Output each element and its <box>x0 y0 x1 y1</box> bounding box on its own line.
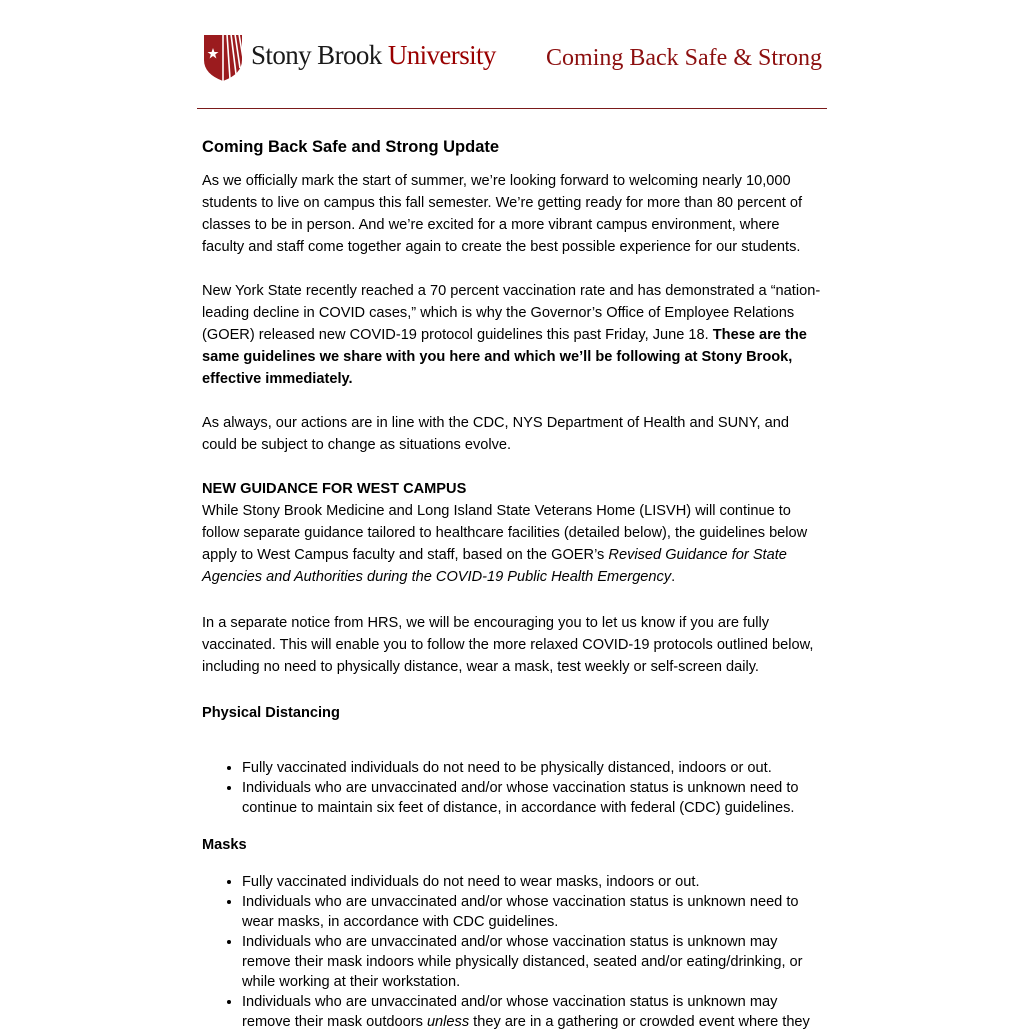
paragraph-nys-text: New York State recently reached a 70 percent vaccination rate and has demonstrated a “nation-leading decline in COVID cases,” which is why the Governor’s Office of Employee Relations (GOER) released new COVID-19 protocol guidelines this past Friday, June 18. <box>202 283 821 343</box>
university-logo[interactable] <box>202 32 496 82</box>
list-item: • Fully vaccinated individuals do not need to be physically distanced, indoors or out. <box>242 758 822 778</box>
article-body <box>197 137 827 1032</box>
list-item-emphasis: unless <box>426 1014 470 1030</box>
list-item: • Individuals who are unvaccinated and/or whose vaccination status is unknown need to wear masks, in accordance with CDC guidelines. <box>242 892 822 932</box>
paragraph-nys-update <box>202 280 822 390</box>
wordmark-university: University <box>387 39 496 70</box>
paragraph-west-campus <box>202 500 822 588</box>
paragraph-hrs-notice: In a separate notice from HRS, we will be encouraging you to let us know if you are fully vaccinated. This will enable you to follow the more relaxed COVID-19 protocols outlined below, including no need to physically distance, wear a mask, test weekly or self-screen daily. <box>202 615 814 675</box>
physical-distancing-list <box>202 758 822 818</box>
west-campus-period: . <box>671 569 676 585</box>
west-campus-text: While Stony Brook Medicine and Long Island State Veterans Home (LISVH) will continue to follow separate guidance tailored to healthcare facilities (detailed below), the guidelines below apply to West Campus faculty and staff, based on the GOER’s <box>202 503 808 563</box>
west-campus-heading: NEW GUIDANCE FOR WEST CAMPUS <box>202 481 467 497</box>
email-page <box>197 0 827 1032</box>
paragraph-compliance: As always, our actions are in line with the CDC, NYS Department of Health and SUNY, and could be subject to change as situations evolve. <box>202 415 790 453</box>
paragraph-nys-emphasis: These are the same guidelines we share with you here and which we’ll be following at Stony Brook, effective immediately. <box>202 327 807 387</box>
shield-star-stripes-icon <box>202 32 244 82</box>
campaign-tagline: Coming Back Safe & Strong <box>546 45 822 71</box>
goer-guidance-title: Revised Guidance for State Agencies and Authorities during the COVID-19 Public Health Emergency <box>202 547 787 585</box>
list-item-text: Individuals who are unvaccinated and/or whose vaccination status is unknown may remove their mask outdoors <box>242 994 778 1030</box>
list-item-text-end: they are in a gathering or crowded event where they <box>469 1014 810 1030</box>
list-item: • Individuals who are unvaccinated and/or whose vaccination status is unknown may remove their mask indoors while physically distanced, seated and/or eating/drinking, or while working at their workstation. <box>242 932 822 992</box>
university-wordmark <box>251 39 496 70</box>
paragraph-intro: As we officially mark the start of summer, we’re looking forward to welcoming nearly 10,000 students to live on campus this fall semester. We’re getting ready for more than 80 percent of classes to be in person. And we’re excited for a more vibrant campus environment, where faculty and staff come together again to create the best possible experience for our students. <box>202 173 803 255</box>
article-title: Coming Back Safe and Strong Update <box>202 138 500 156</box>
list-item: • Fully vaccinated individuals do not need to wear masks, indoors or out. <box>242 872 822 892</box>
list-item <box>242 992 822 1032</box>
masks-list <box>202 872 822 1032</box>
wordmark-stony-brook: Stony Brook <box>251 39 388 70</box>
header <box>197 0 827 109</box>
masks-heading: Masks <box>202 837 247 853</box>
physical-distancing-heading: Physical Distancing <box>202 705 340 721</box>
list-item: • Individuals who are unvaccinated and/or whose vaccination status is unknown need to continue to maintain six feet of distance, in accordance with federal (CDC) guidelines. <box>242 778 822 818</box>
